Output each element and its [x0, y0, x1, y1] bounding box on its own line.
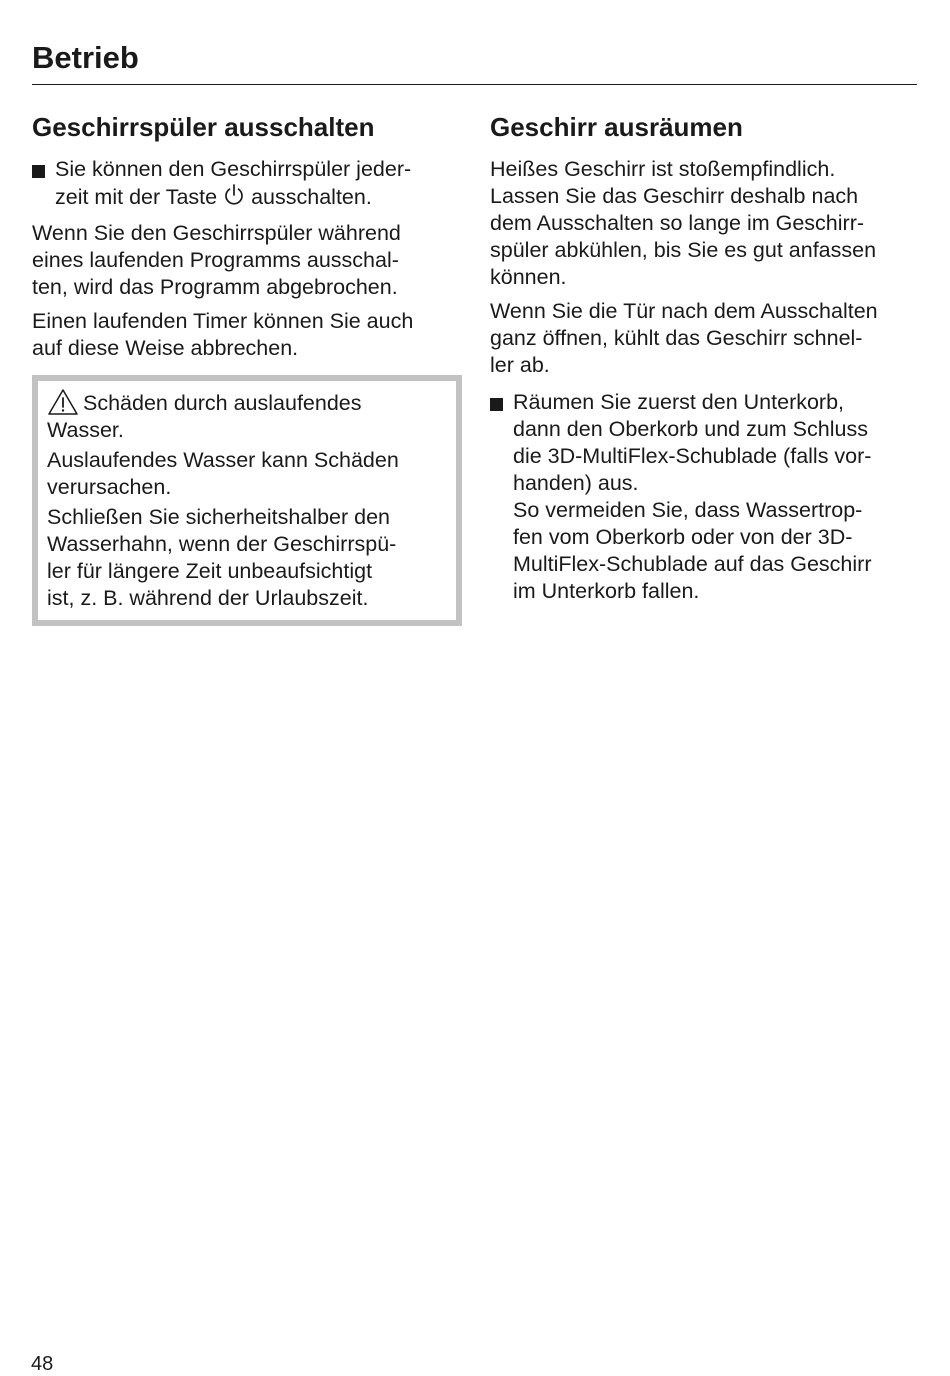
text-line: ganz öffnen, kühlt das Geschirr schnel-: [490, 326, 863, 350]
bullet-item: [490, 389, 920, 605]
text-line: die 3D-MultiFlex-Schublade (falls vor-: [513, 444, 872, 468]
paragraph: [32, 308, 462, 362]
text-line: Auslaufendes Wasser kann Schäden: [47, 448, 399, 472]
paragraph: [32, 220, 462, 301]
text-segment: zeit mit der Taste: [55, 185, 218, 209]
text-line: Einen laufenden Timer können Sie auch: [32, 309, 414, 333]
warning-box: [32, 375, 462, 626]
right-column: [490, 108, 920, 614]
warning-title: [47, 388, 444, 444]
text-line: Wenn Sie die Tür nach dem Ausschalten: [490, 299, 878, 323]
text-line: eines laufenden Programms ausschal-: [32, 248, 399, 272]
text-segment: ausschalten.: [251, 185, 372, 209]
text-line: verursachen.: [47, 475, 172, 499]
heading-ausraeumen: Geschirr ausräumen: [490, 112, 743, 142]
text-line: Wenn Sie den Geschirrspüler während: [32, 221, 401, 245]
text-line: spüler abkühlen, bis Sie es gut anfassen: [490, 238, 877, 262]
paragraph: [47, 504, 444, 612]
text-line: ler für längere Zeit unbeaufsichtigt: [47, 559, 373, 583]
text-line: Lassen Sie das Geschirr deshalb nach: [490, 184, 859, 208]
warning-triangle-icon: [47, 388, 79, 416]
text-line: Wasserhahn, wenn der Geschirrspü-: [47, 532, 397, 556]
left-column: [32, 108, 462, 626]
heading-ausschalten: Geschirrspüler ausschalten: [32, 112, 375, 142]
bullet-square-icon: [490, 398, 503, 411]
text-line: handen) aus.: [513, 471, 639, 495]
text-line: können.: [490, 265, 567, 289]
text-line: im Unterkorb fallen.: [513, 579, 700, 603]
text-line: fen vom Oberkorb oder von der 3D-: [513, 525, 853, 549]
page-number: 48: [31, 1353, 54, 1375]
text-line: auf diese Weise abbrechen.: [32, 336, 299, 360]
text-line: Schließen Sie sicherheitshalber den: [47, 505, 391, 529]
header-rule: [32, 84, 917, 85]
bullet-item: [32, 156, 462, 211]
text-line: MultiFlex-Schublade auf das Geschirr: [513, 552, 872, 576]
paragraph: [47, 447, 444, 501]
text-line: ten, wird das Programm abgebrochen.: [32, 275, 398, 299]
paragraph: [490, 156, 920, 291]
text-line: ler ab.: [490, 353, 550, 377]
text-segment: Schäden durch auslaufendes: [83, 391, 362, 415]
paragraph: [490, 298, 920, 379]
power-icon: [223, 183, 245, 207]
text-line: Heißes Geschirr ist stoßempfindlich.: [490, 157, 836, 181]
text-line: dann den Oberkorb und zum Schluss: [513, 417, 868, 441]
text-line: dem Ausschalten so lange im Geschirr-: [490, 211, 865, 235]
text-line: Wasser.: [47, 418, 124, 442]
bullet-square-icon: [32, 165, 45, 178]
section-title: Betrieb: [32, 40, 139, 75]
text-line: So vermeiden Sie, dass Wassertrop-: [513, 498, 863, 522]
text-line: Sie können den Geschirrspüler jeder-: [55, 157, 412, 181]
text-line: Räumen Sie zuerst den Unterkorb,: [513, 390, 845, 414]
text-line: ist, z. B. während der Urlaubszeit.: [47, 586, 369, 610]
